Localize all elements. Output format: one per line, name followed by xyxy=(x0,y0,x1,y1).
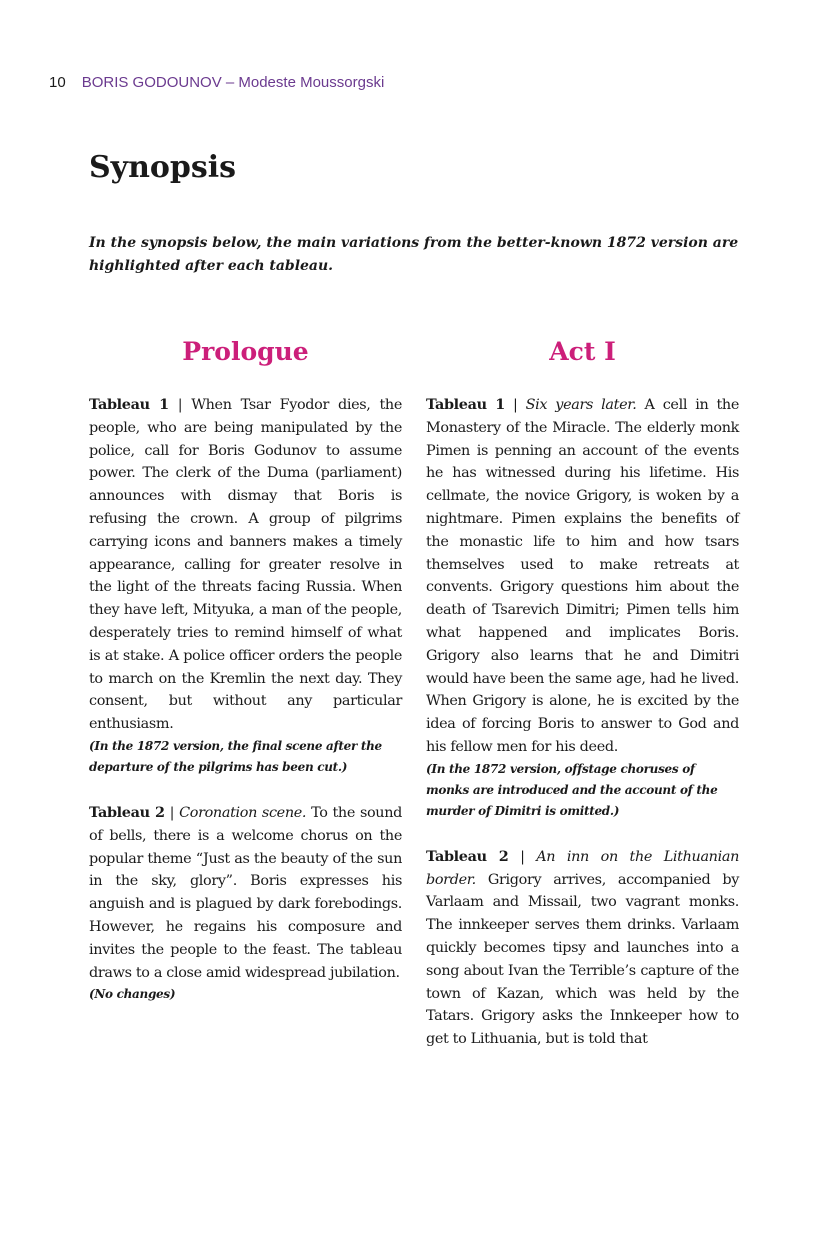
tableau-title: An inn on the Lithuanian border. xyxy=(426,848,739,888)
tableau-label: Tableau 1 xyxy=(426,396,505,413)
tableau-body xyxy=(89,394,402,736)
tableau-block xyxy=(426,846,739,1051)
page-number: 10 xyxy=(49,74,66,91)
tableau-note: (In the 1872 version, the final scene after the departure of the pilgrims has been cut.) xyxy=(89,738,382,774)
tableau-block xyxy=(89,394,402,778)
tableau-separator: | xyxy=(164,804,180,821)
tableau-text: When Tsar Fyodor dies, the people, who are being manipulated by the police, call for Boris Godunov to assume power. The clerk of the Duma (parliament) announces with dismay that Boris is refusing the crown. A group of pilgrims carrying icons and banners makes a timely appearance, calling for greater resolve in the light of the threats facing Russia. When they have left, Mityuka, a man of the people, desperately tries to remind himself of what is at stake. A police officer orders the people to march on the Kremlin the next day. They consent, but without any particular enthusiasm. xyxy=(89,397,403,733)
tableau-separator: | xyxy=(504,397,526,413)
tableau-label: Tableau 1 xyxy=(89,396,169,413)
tableau-block xyxy=(426,394,739,822)
tableau-label: Tableau 2 xyxy=(89,803,165,821)
section-title: Prologue xyxy=(182,337,309,366)
tableau-separator: | xyxy=(168,397,192,413)
running-header xyxy=(49,74,384,91)
tableau-title: Six years later. xyxy=(525,397,637,413)
tableau-body xyxy=(89,802,402,984)
header-title: BORIS GODOUNOV – Modeste Moussorgski xyxy=(81,74,385,91)
tableau-text: A cell in the Monastery of the Miracle. The elderly monk Pimen is penning an account of the events he has witnessed during his lifetime. His cellmate, the novice Grigory, is woken by a nightmare. Pimen explains the benefits of the monastic life to him and how tsars themselves used to make retreats at convents. Grigory questions him about the death of Tsarevich Dimitri; Pimen tells him what happened and implicates Boris. Grigory also learns that he and Dimitri would have been the same age, had he lived. When Grigory is alone, he is excited by the idea of forcing Boris to answer to God and his fellow men for his deed. xyxy=(426,397,740,755)
tableau-label: Tableau 2 xyxy=(426,847,509,865)
section-title: Act I xyxy=(549,337,616,366)
tableau-text: To the sound of bells, there is a welcome chorus on the popular theme “Just as the beauty of the sun in the sky, glory”. Boris expresses his anguish and is plagued by dark forebodings. However, he regains his composure and invites the people to the feast. The tableau draws to a close amid widespread jubilation. xyxy=(89,804,402,981)
tableau-body xyxy=(426,394,739,759)
tableau-note: (No changes) xyxy=(89,987,176,1002)
page-title: Synopsis xyxy=(89,150,237,185)
section-prologue xyxy=(89,332,402,1029)
tableau-text: Grigory arrives, accompanied by Varlaam and Missail, two vagrant monks. The innkeeper serves them drinks. Varlaam quickly becomes tipsy and launches into a song about Ivan the Terrible’s capture of the town of Kazan, which was held by the Tatars. Grigory asks the Innkeeper how to get to Lithuania, but is told that xyxy=(426,871,739,1048)
tableau-body xyxy=(426,846,739,1051)
tableau-note: (In the 1872 version, offstage choruses of monks are introduced and the account of the murder of Dimitri is omitted.) xyxy=(426,761,718,818)
tableau-title: Coronation scene. xyxy=(179,804,307,821)
section-act-1 xyxy=(426,332,739,1075)
tableau-separator: | xyxy=(508,848,537,865)
intro-text: In the synopsis below, the main variations from the better-known 1872 version are highlighted after each tableau. xyxy=(89,235,739,274)
tableau-block xyxy=(89,802,402,1005)
